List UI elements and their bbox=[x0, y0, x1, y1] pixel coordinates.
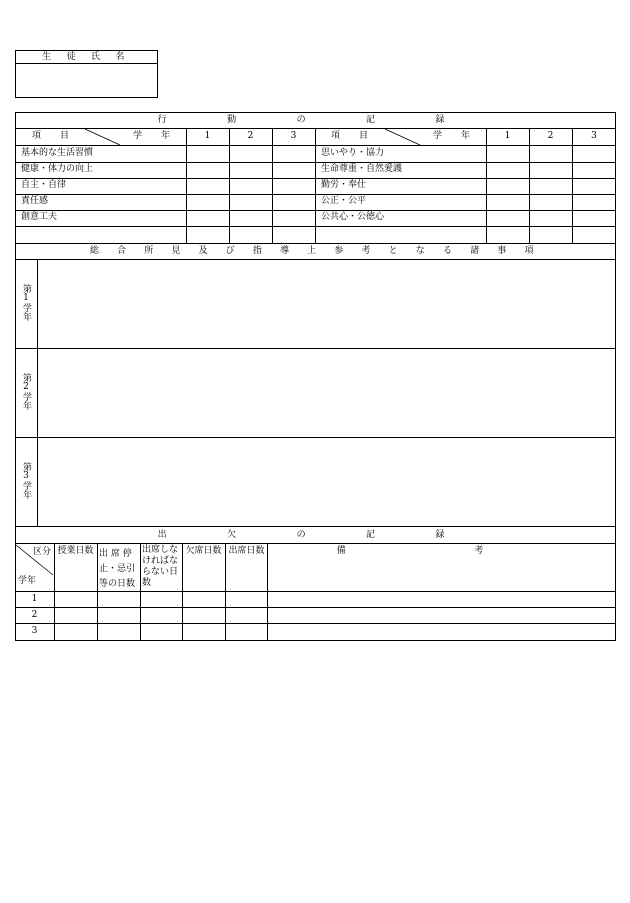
attendance-col-suspension-days: 出 席 停止・忌引等の日数 bbox=[99, 549, 136, 589]
behavior-left-item: 創意工夫 bbox=[21, 212, 58, 222]
attendance-col-line bbox=[267, 543, 268, 641]
attendance-corner-bottom: 学年 bbox=[18, 576, 37, 586]
findings-title-divider bbox=[15, 259, 616, 260]
attendance-col-remarks: 備 考 bbox=[336, 546, 547, 556]
behavior-left-grade-3: 3 bbox=[290, 131, 297, 141]
behavior-left-item: 健康・体力の向上 bbox=[21, 164, 94, 174]
behavior-left-grade-1: 1 bbox=[204, 131, 211, 141]
behavior-title: 行 動 の 記 録 bbox=[157, 115, 474, 125]
attendance-col-present-days: 出席日数 bbox=[228, 546, 265, 556]
behavior-right-item: 思いやり・協力 bbox=[321, 148, 385, 158]
behavior-left-grade-2: 2 bbox=[247, 131, 254, 141]
attendance-col-line bbox=[140, 543, 141, 641]
attendance-corner-top: 区分 bbox=[33, 547, 52, 557]
behavior-left-grade-header: 学 年 bbox=[133, 131, 179, 141]
attendance-row-grade-3: 3 bbox=[31, 626, 38, 636]
findings-year-divider bbox=[15, 437, 616, 438]
findings-year-1-label: 第1学年 bbox=[21, 284, 31, 321]
attendance-row-line bbox=[15, 623, 616, 624]
behavior-left-item-header: 項 目 bbox=[32, 131, 78, 141]
attendance-row-grade-2: 2 bbox=[31, 610, 38, 620]
behavior-left-item: 基本的な生活習慣 bbox=[21, 148, 94, 158]
findings-year-label-divider bbox=[37, 259, 38, 526]
behavior-right-grade-header: 学 年 bbox=[433, 131, 479, 141]
attendance-col-required-days: 出席しなければならない日数 bbox=[142, 545, 179, 588]
attendance-col-line bbox=[97, 543, 98, 641]
findings-year-divider bbox=[15, 348, 616, 349]
behavior-left-item: 自主・自律 bbox=[21, 180, 67, 190]
behavior-left-item: 責任感 bbox=[21, 196, 49, 206]
behavior-right-item: 公共心・公徳心 bbox=[321, 212, 385, 222]
attendance-col-lesson-days: 授業日数 bbox=[57, 546, 94, 556]
student-name-header: 生 徒 氏 名 bbox=[42, 52, 131, 62]
behavior-right-item: 公正・公平 bbox=[321, 196, 367, 206]
behavior-right-grade-1: 1 bbox=[504, 131, 511, 141]
behavior-right-item: 生命尊重・自然愛護 bbox=[321, 164, 403, 174]
behavior-right-item-header: 項 目 bbox=[331, 131, 377, 141]
attendance-col-absent-days: 欠席日数 bbox=[185, 546, 222, 556]
attendance-col-line bbox=[54, 543, 55, 641]
attendance-title-divider bbox=[15, 543, 616, 544]
behavior-right-grade-2: 2 bbox=[547, 131, 554, 141]
findings-year-3-label: 第3学年 bbox=[21, 462, 31, 499]
behavior-right-item: 勤労・奉仕 bbox=[321, 180, 367, 190]
findings-year-2-label: 第2学年 bbox=[21, 373, 31, 410]
attendance-row-line bbox=[15, 607, 616, 608]
attendance-col-line bbox=[225, 543, 226, 641]
attendance-title: 出 欠 の 記 録 bbox=[157, 530, 474, 540]
findings-title: 総 合 所 見 及 び 指 導 上 参 考 と な る 諸 事 項 bbox=[89, 246, 542, 256]
attendance-row-grade-1: 1 bbox=[31, 594, 38, 604]
behavior-right-grade-3: 3 bbox=[591, 131, 597, 141]
attendance-col-line bbox=[182, 543, 183, 641]
findings-section-bottom bbox=[15, 526, 616, 527]
